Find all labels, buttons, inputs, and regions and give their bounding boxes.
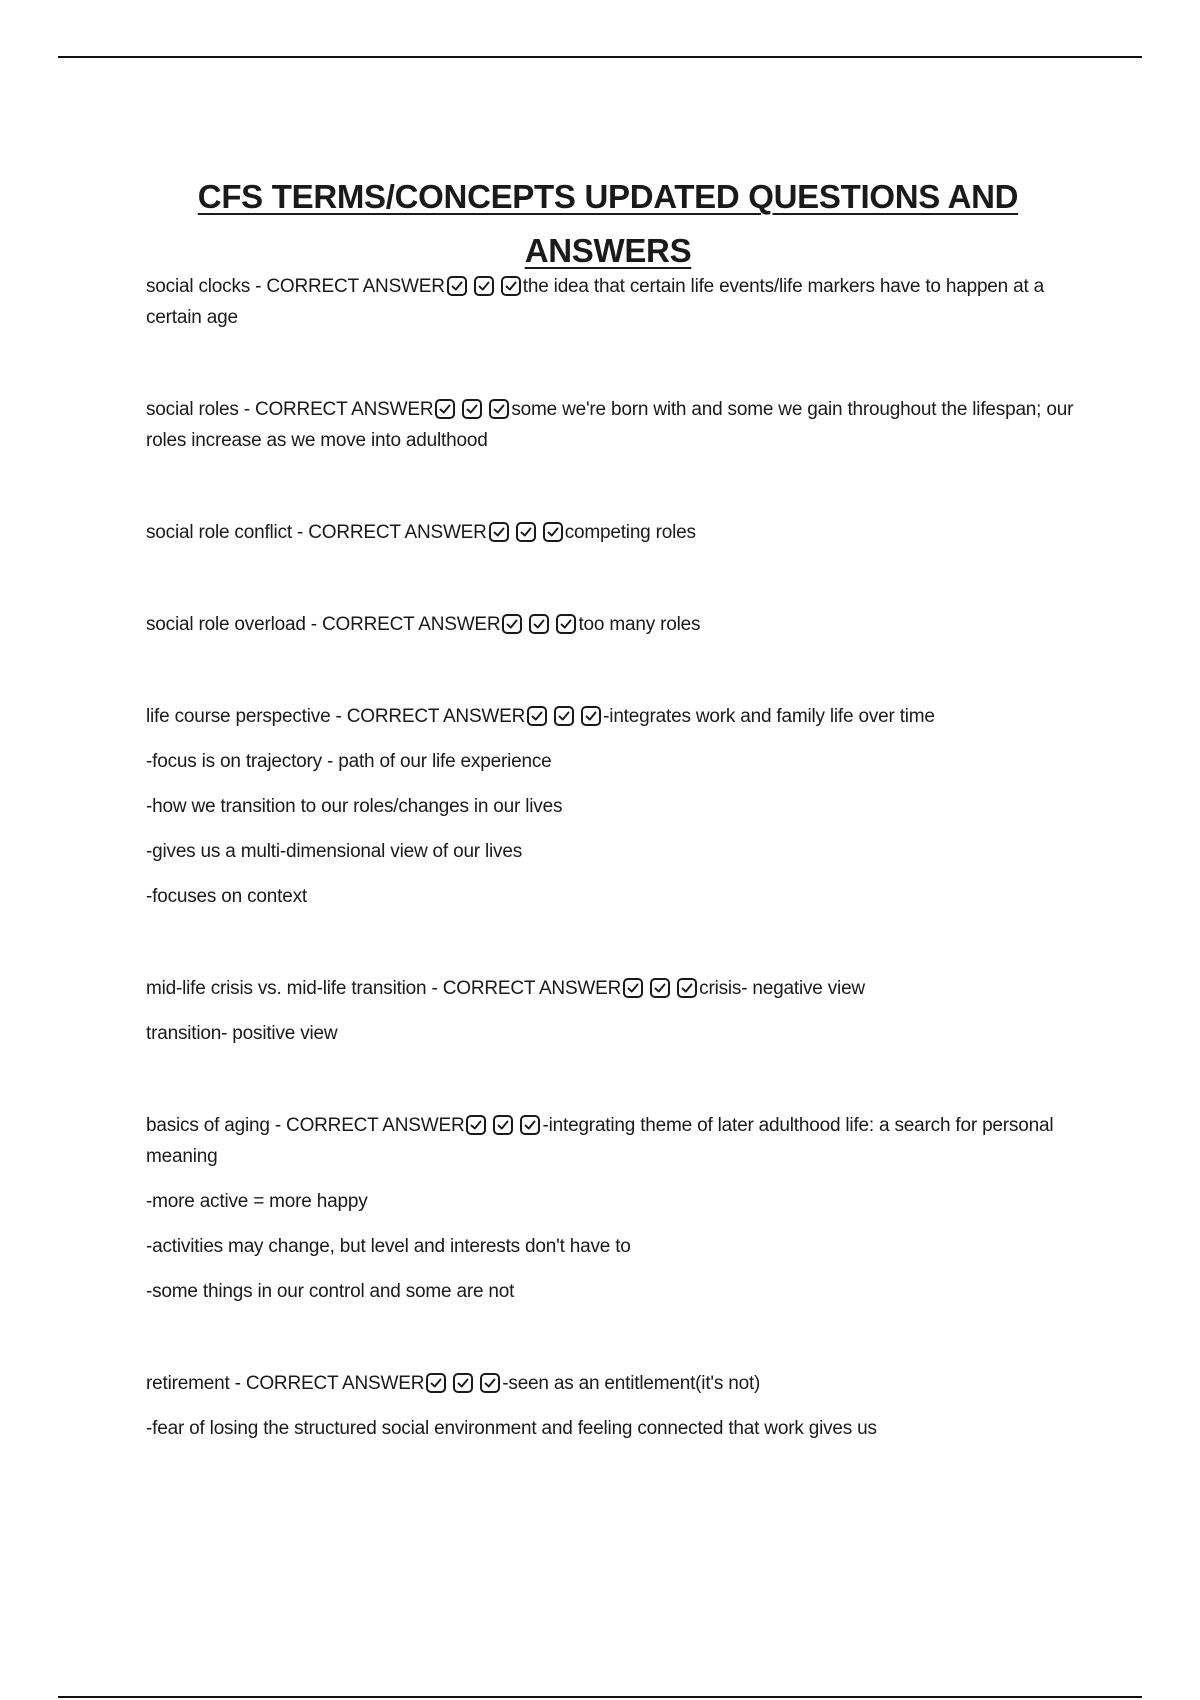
- checkbox-checked-icon: [453, 1373, 473, 1393]
- checkbox-checked-icon: [623, 978, 643, 998]
- check-marks: [502, 614, 576, 634]
- checkbox-checked-icon: [480, 1373, 500, 1393]
- checkbox-checked-icon: [502, 614, 522, 634]
- checkbox-checked-icon: [501, 276, 521, 296]
- check-marks: [435, 399, 509, 419]
- qa-entry-first-line: social role overload - CORRECT ANSWER too many roles: [146, 614, 701, 635]
- answer-detail-line: transition- positive view: [146, 1023, 338, 1044]
- page-top-rule: [58, 56, 1142, 58]
- qa-entry: [146, 1368, 1086, 1444]
- answer-detail-line: -activities may change, but level and interests don't have to: [146, 1236, 631, 1257]
- document-title: CFS TERMS/CONCEPTS UPDATED QUESTIONS AND ANSWERS: [197, 178, 1019, 270]
- term-text: basics of aging: [146, 1115, 270, 1136]
- checkbox-checked-icon: [462, 399, 482, 419]
- qa-entry-first-line: life course perspective - CORRECT ANSWER -integrates work and family life over time: [146, 706, 935, 727]
- qa-entry-first-line: basics of aging - CORRECT ANSWER -integrating theme of later adulthood life: a search for personal meaning: [146, 1115, 1054, 1167]
- answer-detail-line: -gives us a multi-dimensional view of our lives: [146, 841, 523, 862]
- answer-text: -integrating theme of later adulthood life: a search for personal meaning: [146, 1115, 1054, 1167]
- qa-entry-first-line: social clocks - CORRECT ANSWER the idea that certain life events/life markers have to happen at a certain age: [146, 276, 1045, 328]
- check-marks: [447, 276, 521, 296]
- answer-detail-line: -how we transition to our roles/changes in our lives: [146, 796, 563, 817]
- answer-detail-line: -some things in our control and some are not: [146, 1281, 515, 1302]
- qa-entry-first-line: retirement - CORRECT ANSWER -seen as an entitlement(it's not): [146, 1373, 761, 1394]
- qa-entry: [146, 973, 1086, 1049]
- correct-answer-label: CORRECT ANSWER: [254, 399, 434, 420]
- page-bottom-rule: [58, 1696, 1142, 1698]
- answer-text: the idea that certain life events/life markers have to happen at a certain age: [146, 276, 1045, 328]
- term-text: mid-life crisis vs. mid-life transition: [146, 978, 427, 999]
- checkbox-checked-icon: [554, 706, 574, 726]
- correct-answer-label: CORRECT ANSWER: [346, 706, 526, 727]
- qa-entry: [146, 609, 1086, 640]
- checkbox-checked-icon: [426, 1373, 446, 1393]
- answer-detail-line: -focus is on trajectory - path of our life experience: [146, 751, 552, 772]
- qa-entry-first-line: mid-life crisis vs. mid-life transition - CORRECT ANSWER crisis- negative view: [146, 978, 865, 999]
- checkbox-checked-icon: [516, 522, 536, 542]
- term-text: social role conflict: [146, 522, 292, 543]
- check-marks: [623, 978, 697, 998]
- check-marks: [426, 1373, 500, 1393]
- term-text: life course perspective: [146, 706, 331, 727]
- qa-entry-first-line: social role conflict - CORRECT ANSWER competing roles: [146, 522, 696, 543]
- checkbox-checked-icon: [556, 614, 576, 634]
- checkbox-checked-icon: [529, 614, 549, 634]
- answer-detail-line: -focuses on context: [146, 886, 307, 907]
- correct-answer-label: CORRECT ANSWER: [245, 1373, 425, 1394]
- answer-text: -seen as an entitlement(it's not): [502, 1373, 761, 1394]
- answer-text: some we're born with and some we gain throughout the lifespan; our roles increase as we move into adulthood: [146, 399, 1074, 451]
- term-text: social role overload: [146, 614, 306, 635]
- qa-entry: [146, 394, 1086, 456]
- checkbox-checked-icon: [474, 276, 494, 296]
- answer-text: competing roles: [564, 522, 696, 543]
- checkbox-checked-icon: [489, 399, 509, 419]
- qa-entry-first-line: social roles - CORRECT ANSWER some we're born with and some we gain throughout the lifespan; our roles increase as we move into adulthood: [146, 399, 1074, 451]
- answer-text: too many roles: [578, 614, 701, 635]
- checkbox-checked-icon: [489, 522, 509, 542]
- correct-answer-label: CORRECT ANSWER: [442, 978, 622, 999]
- correct-answer-label: CORRECT ANSWER: [266, 276, 445, 297]
- checkbox-checked-icon: [493, 1115, 513, 1135]
- answer-text: crisis- negative view: [699, 978, 865, 999]
- checkbox-checked-icon: [677, 978, 697, 998]
- qa-entry: [146, 701, 1086, 912]
- correct-answer-label: CORRECT ANSWER: [308, 522, 487, 543]
- checkbox-checked-icon: [527, 706, 547, 726]
- answer-detail-line: -fear of losing the structured social environment and feeling connected that work gives us: [146, 1418, 877, 1439]
- checkbox-checked-icon: [543, 522, 563, 542]
- answer-detail-line: -more active = more happy: [146, 1191, 368, 1212]
- check-marks: [489, 522, 563, 542]
- checkbox-checked-icon: [435, 399, 455, 419]
- qa-entry: [146, 517, 1086, 548]
- check-marks: [527, 706, 601, 726]
- qa-entry: [146, 271, 1086, 333]
- answer-text: -integrates work and family life over time: [603, 706, 935, 727]
- entries-list: [146, 271, 1086, 1444]
- checkbox-checked-icon: [466, 1115, 486, 1135]
- checkbox-checked-icon: [520, 1115, 540, 1135]
- term-text: social clocks: [146, 276, 251, 297]
- check-marks: [466, 1115, 540, 1135]
- term-text: retirement: [146, 1373, 230, 1394]
- checkbox-checked-icon: [650, 978, 670, 998]
- correct-answer-label: CORRECT ANSWER: [286, 1115, 465, 1136]
- term-text: social roles: [146, 399, 239, 420]
- qa-entry: [146, 1110, 1086, 1307]
- checkbox-checked-icon: [447, 276, 467, 296]
- checkbox-checked-icon: [581, 706, 601, 726]
- correct-answer-label: CORRECT ANSWER: [322, 614, 501, 635]
